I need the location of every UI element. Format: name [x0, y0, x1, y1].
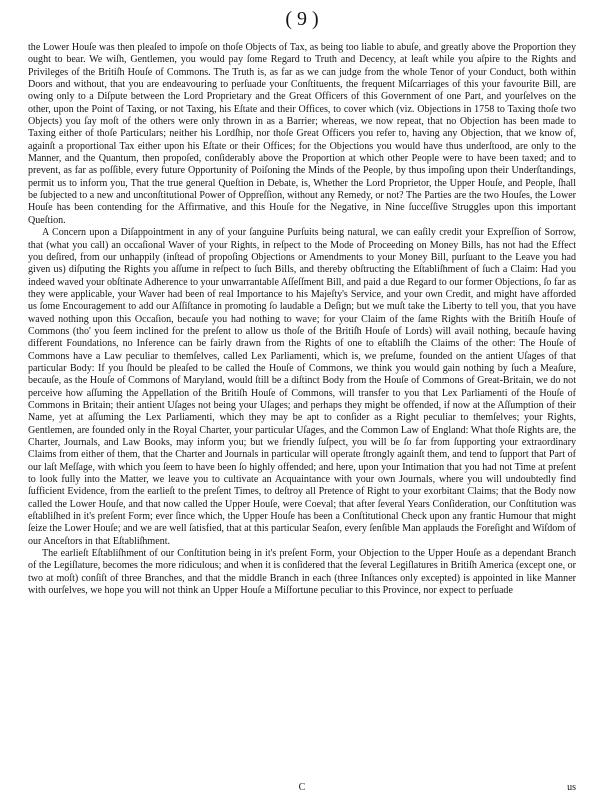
catchword: us	[567, 782, 576, 793]
page-number: ( 9 )	[285, 8, 319, 30]
paragraph-1: the Lower Houſe was then pleaſed to impoſe on thoſe Objects of Tax, as being too liable to abuſe, and greatly above the Proportion they ought to bear. We wiſh, Gentlemen, you would pay ſome Regard to Truth and Decency, at leaſt while you aſpire to the Rights and Privileges of the Britiſh Houſe of Commons. The Truth is, as far as we can judge from the whole Tenor of your Conduct, both within Doors and without, that you are endeavouring to perſuade your Conſtituents, the frequent Miſcarriages of this your favourite Bill, are owing only to a Diſpute between the Lord Proprietary and the Great Officers of this Government of one Part, and yourſelves on the other, upon the Point of Taxing, or not Taxing, his Eſtate and their Offices, to cover which (viz. Objections in 1758 to Taxing thoſe two Objects) you ſay moſt of the others were only thrown in as a Barrier; whereas, we now repeat, that no Objection has been made to Taxing either of thoſe Particulars; neither his Lordſhip, nor thoſe Great Officers you refer to, having any Objection, that we know of, againſt a proportional Tax either upon his Eſtate or their Offices; for the Objections you would have thus underſtood, are only to the Manner, and the Quantum, then propoſed, conſiderably above the Proportion at which other People were to have been taxed; and to prevent, as far as poſſible, every future Opportunity of Poiſoning the Minds of the People, by thus impoſing upon their Underſtandings, permit us to inform you, That the true general Queſtion in Debate, is, Whether the Lord Proprietor, the Upper Houſe, and People, ſhall be ſubjected to a new and unconſtitutional Power of Oppreſſion, without any Remedy, or not? The Parties are the two Houſes, the Lower Houſe has been contending for the Affirmative, and this Houſe for the Negative, in Nine ſucceſſive Struggles upon this important Queſtion.	[28, 42, 576, 226]
paragraph-3: The earlieſt Eſtabliſhment of our Conſtitution being in it's preſent Form, your Objection to the Upper Houſe as a dependant Branch of the Legiſlature, becomes the more ridiculous; and when it is conſidered that the ſeveral Legiſlatures in Britiſh America (except one, or two at moſt) conſiſt of three Branches, and that the middle Branch in each (three Inſtances only excepted) is appointed in like Manner with ourſelves, we hope you will not think an Upper Houſe a Miſfortune peculiar to this Province, nor expect to perſuade	[28, 548, 576, 597]
page-footer	[28, 782, 576, 796]
paragraph-2: A Concern upon a Diſappointment in any of your ſanguine Purſuits being natural, we can eaſily credit your Expreſſion of Sorrow, that (what you call) an occaſional Waver of your Rights, in reſpect to the Mode of Proceeding on Money Bills, has not had the Effect you deſired, from our unhappily (inſtead of propoſing Objections or Amendments to your Money Bill, purſuant to the Leave you had given us) diſputing the Rights you aſſume in reſpect to ſuch Bills, and thereby obſtructing the Eſtabliſhment of ſuch a Claim: Had you indeed waved your obſtinate Adherence to your unwarrantable Aſſeſſment Bill, and paid a due Regard to our former Objections, ſo far as they were applicable, your Waver had been of real Importance to his Majeſty's Service, and your own Credit, and might have afforded us ſome Encouragement to add our Aſſiſtance in promoting ſo laudable a Deſign; but we muſt take the Liberty to tell you, that you have waved nothing upon this Occaſion, becauſe you had nothing to wave; for your Claim of the ſame Rights with the Britiſh Houſe of Commons (tho' you ſeem inclined for the preſent to allow us thoſe of the Britiſh Houſe of Lords) will avail nothing, becauſe having different Foundations, no Inference can be fairly drawn from the Rights of one to eſtabliſh the Claims of the other: The Houſe of Commons have a Law peculiar to themſelves, called Lex Parliamenti, which is, we preſume, founded on the antient Uſages of that particular Body: If you ſhould be pleaſed to be called the Houſe of Commons, we think you would gain nothing by ſuch a Meaſure, becauſe, as the Houſe of Commons of Maryland, would ſtill be a diſtinct Body from the Houſe of Commons of Great-Britain, we do not perceive how aſſuming the Appellation of the Britiſh Houſe of Commons, will transfer to you that Lex Parliamenti of the Houſe of Commons in Britain; their antient Uſages not being your Uſages; and perhaps they might be offended, if now at the Aſſumption of their Name, yet at aſſuming the Lex Parliamenti, which they may be apt to conſider as a Right peculiar to themſelves; your Rights, Gentlemen, are founded only in the Royal Charter, your particular Uſages, and the Common Law of England: What thoſe Rights are, the Charter, Journals, and Law Books, may inform you; but we friendly ſuſpect, you will be ſo far from ſupporting your extraordinary Claims from either of them, that the Charter and Journals in particular will operate ſtrongly againſt them, and tend to ſupport that Part of our laſt Meſſage, with which you ſeem to have been ſo highly offended; and here, upon your Intimation that you had not Time at preſent to look fully into the Matter, we leave you to cultivate an Acquaintance with your own Journals, where you will undoubtedly find ſufficient Evidence, from the earlieſt to the preſent Times, to deſtroy all Pretence of Right to your exorbitant Claims; that the Body now called the Lower Houſe, and that now called the Upper Houſe, were Coeval; that after ſeveral Years Conſideration, our Conſtitution was eſtabliſhed in it's preſent Form; ever ſince which, the Upper Houſe has been a Conſtitutional Check upon any frantic Humour that might ſeize the Lower Houſe; and we are well ſatisfied, that at this particular Seaſon, every ſenſible Man applauds the Foreſight and Wiſdom of our Anceſtors in that Eſtabliſhment.	[28, 227, 576, 547]
signature-mark: C	[298, 782, 306, 793]
